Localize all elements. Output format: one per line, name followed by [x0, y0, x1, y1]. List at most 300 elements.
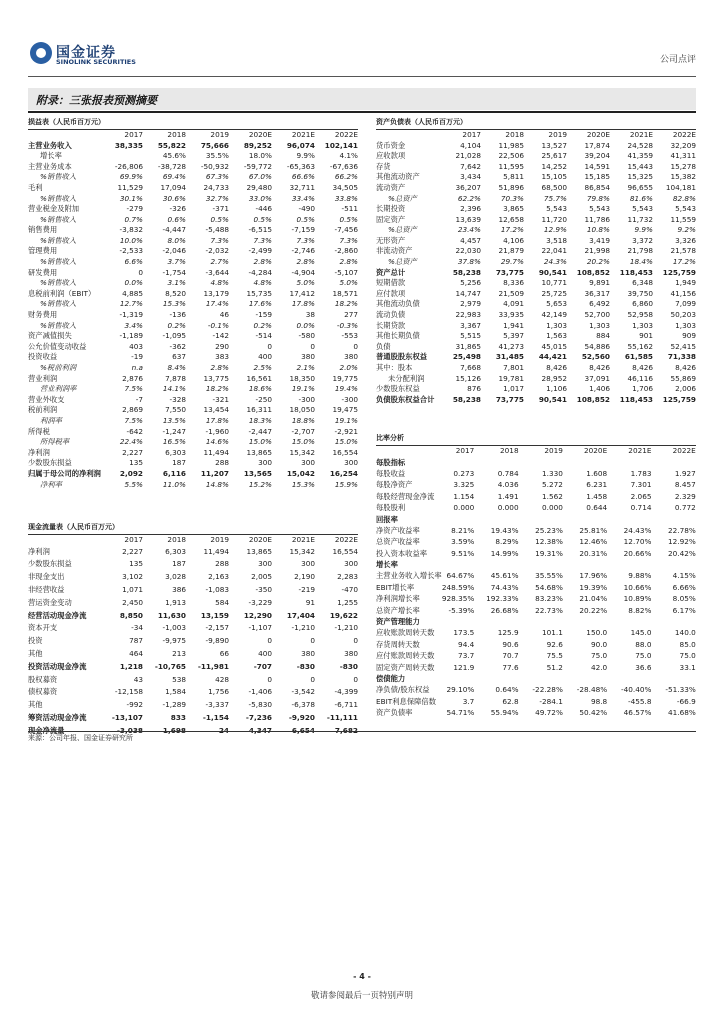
- cashflow-cell: 538: [172, 674, 186, 684]
- balance-cell: 51,896: [498, 182, 524, 192]
- cashflow-row-label: 其他: [28, 700, 43, 710]
- cashflow-cell: 13,865: [246, 546, 272, 556]
- cashflow-cell: -7,236: [245, 712, 272, 722]
- income-cell: 16,554: [332, 447, 358, 457]
- table-bottom-rule: [28, 731, 696, 732]
- income-cell: 13,454: [203, 405, 229, 415]
- ratios-row-label: 每股净资产: [376, 480, 413, 490]
- income-cell: 2.0%: [339, 363, 358, 373]
- balance-row: [376, 215, 696, 226]
- ratios-row-label: 每股收益: [376, 468, 406, 478]
- ratios-cell: -455.8: [627, 696, 652, 706]
- cashflow-cell: 3,028: [165, 572, 186, 582]
- income-cell: 0.5%: [253, 214, 272, 224]
- income-cell: 67.0%: [248, 172, 272, 182]
- balance-cell: 36,317: [584, 288, 610, 298]
- income-cell: 11,494: [203, 447, 229, 457]
- ratios-cell: 1.562: [542, 491, 563, 501]
- income-cell: -2,032: [205, 246, 229, 256]
- balance-row: [376, 151, 696, 162]
- income-cell: 19.1%: [291, 384, 315, 394]
- income-cell: -326: [169, 204, 186, 214]
- income-cell: 0.5%: [296, 214, 315, 224]
- balance-cell: 20.2%: [586, 257, 610, 267]
- balance-row-label: 少数股东权益: [376, 384, 420, 394]
- income-cell: 15.3%: [291, 479, 315, 489]
- page-header: [0, 0, 724, 78]
- balance-cell: 71,338: [667, 352, 696, 362]
- income-cell: -2,533: [119, 246, 143, 256]
- income-cell: 8,520: [165, 288, 186, 298]
- income-cell: 5.0%: [339, 278, 358, 288]
- income-row-label: 归属于母公司的净利润: [28, 468, 101, 478]
- balance-cell: 6,860: [632, 299, 653, 309]
- income-statement-table: [28, 116, 358, 490]
- income-cell: 16,254: [329, 468, 358, 478]
- balance-row-label: 长期贷款: [376, 320, 406, 330]
- balance-row: [376, 363, 696, 374]
- income-cell: 46: [219, 310, 229, 320]
- income-cell: 0: [353, 341, 358, 351]
- ratios-row-label: 每股经营现金净流: [376, 491, 435, 501]
- ratios-row: [376, 559, 696, 570]
- income-cell: 400: [258, 352, 272, 362]
- ratios-cell: 83.23%: [535, 594, 563, 604]
- balance-year-4: 2021E: [629, 130, 653, 139]
- income-row-label: 财务费用: [28, 310, 58, 320]
- ratios-cell: 73.7: [458, 651, 475, 661]
- cashflow-title: 现金流量表（人民币百万元）: [28, 521, 358, 535]
- balance-cell: 81.6%: [629, 193, 653, 203]
- balance-cell: 8,426: [675, 363, 696, 373]
- cashflow-cell: -11,111: [326, 712, 358, 722]
- income-cell: 8.4%: [167, 363, 186, 373]
- balance-cell: 7,801: [503, 363, 524, 373]
- balance-cell: 1,563: [546, 331, 567, 341]
- ratios-cell: 1.458: [586, 491, 608, 501]
- income-cell: -4,447: [162, 225, 186, 235]
- ratios-cell: 49.72%: [535, 708, 563, 718]
- ratios-cell: 92.6: [546, 639, 563, 649]
- ratios-cell: 10.66%: [623, 582, 652, 592]
- income-cell: 2.8%: [339, 257, 358, 267]
- income-title: 损益表（人民币百万元）: [28, 116, 358, 130]
- cashflow-cell: 464: [129, 648, 143, 658]
- balance-sheet-table: [376, 116, 696, 405]
- income-row: [28, 183, 358, 194]
- balance-cell: 12.9%: [543, 225, 567, 235]
- ratios-cell: 45.61%: [490, 571, 519, 581]
- income-row: [28, 162, 358, 173]
- income-row: [28, 374, 358, 385]
- income-cell: -3,644: [205, 267, 229, 277]
- ratios-cell: 2.065: [630, 491, 652, 501]
- balance-title: 资产负债表（人民币百万元）: [376, 116, 696, 130]
- ratios-row-label: 增长率: [376, 560, 398, 570]
- income-cell: 33.0%: [248, 193, 272, 203]
- ratios-cell: 51.2: [546, 662, 563, 672]
- income-cell: 2,092: [119, 468, 143, 478]
- balance-cell: 19,781: [498, 373, 524, 383]
- balance-cell: 21,879: [498, 246, 524, 256]
- income-cell: 13,775: [203, 373, 229, 383]
- cashflow-row: [28, 558, 358, 571]
- header-divider: [28, 76, 696, 77]
- income-cell: 69.4%: [162, 172, 186, 182]
- ratios-cell: 9.88%: [628, 571, 652, 581]
- cashflow-year-3: 2020E: [248, 535, 272, 544]
- balance-cell: 8,336: [503, 278, 524, 288]
- income-cell: 7,550: [165, 405, 186, 415]
- cashflow-cell: -350: [255, 584, 272, 594]
- income-cell: 30.1%: [119, 193, 143, 203]
- income-cell: 10.0%: [119, 235, 143, 245]
- balance-cell: 96,655: [627, 182, 653, 192]
- ratios-cell: 1.608: [586, 468, 608, 478]
- logo-text-en: SINOLINK SECURITIES: [56, 58, 136, 66]
- balance-cell: 1,303: [589, 320, 610, 330]
- income-cell: 29,480: [246, 182, 272, 192]
- income-row: [28, 141, 358, 152]
- ratios-row: [376, 479, 696, 490]
- income-cell: 637: [172, 352, 186, 362]
- balance-cell: 41,311: [670, 151, 696, 161]
- ratios-row: [376, 593, 696, 604]
- income-cell: 300: [301, 458, 315, 468]
- ratios-cell: 1.783: [630, 468, 652, 478]
- ratios-cell: 0.714: [630, 503, 652, 513]
- ratios-row: [376, 457, 696, 468]
- balance-cell: 73,775: [495, 394, 524, 404]
- income-cell: 0: [138, 267, 143, 277]
- ratios-row: [376, 468, 696, 479]
- income-row-label: 所得税: [28, 426, 50, 436]
- income-cell: 2.7%: [210, 257, 229, 267]
- ratios-cell: 14.99%: [490, 548, 519, 558]
- ratios-row: [376, 570, 696, 581]
- income-cell: -4,284: [248, 267, 272, 277]
- balance-cell: 41,359: [627, 151, 653, 161]
- income-cell: 4.1%: [339, 151, 358, 161]
- balance-cell: 3,865: [503, 204, 524, 214]
- cashflow-cell: 16,554: [332, 546, 358, 556]
- ratios-cell: 7.301: [630, 480, 652, 490]
- sinolink-logo-icon: [30, 42, 52, 64]
- income-cell: 2.5%: [253, 363, 272, 373]
- ratios-row: [376, 696, 696, 707]
- balance-cell: 5,397: [503, 331, 524, 341]
- ratios-cell: 25.23%: [535, 525, 563, 535]
- balance-cell: 90,541: [538, 267, 567, 277]
- balance-cell: 1,017: [503, 384, 524, 394]
- income-cell: 3.7%: [167, 257, 186, 267]
- balance-cell: 125,759: [662, 394, 696, 404]
- ratios-year-3: 2020E: [584, 446, 608, 455]
- ratios-cell: 88.0: [635, 639, 652, 649]
- income-cell: 16,311: [246, 405, 272, 415]
- balance-cell: 884: [596, 331, 610, 341]
- income-cell: 69.9%: [119, 172, 143, 182]
- ratios-cell: 0.784: [497, 468, 519, 478]
- income-row: [28, 236, 358, 247]
- income-row: [28, 268, 358, 279]
- balance-row-label: 负债: [376, 341, 391, 351]
- balance-cell: 11,559: [670, 214, 696, 224]
- income-cell: -26,806: [114, 161, 143, 171]
- income-cell: -7,159: [291, 225, 315, 235]
- cashflow-year-5: 2022E: [334, 535, 358, 544]
- income-cell: -59,772: [243, 161, 272, 171]
- balance-row-label: %总资产: [388, 257, 417, 267]
- balance-cell: 3,367: [460, 320, 481, 330]
- ratio-analysis-table: [376, 432, 696, 719]
- balance-cell: 5,653: [546, 299, 567, 309]
- ratios-cell: 41.68%: [667, 708, 696, 718]
- appendix-title-bar: [28, 88, 696, 110]
- income-row-label: 利润率: [40, 415, 62, 425]
- cashflow-row-label: 经营活动现金净流: [28, 610, 87, 620]
- cashflow-row-label: 其他: [28, 648, 43, 658]
- balance-cell: 9.2%: [677, 225, 696, 235]
- ratios-cell: -66.9: [676, 696, 696, 706]
- ratios-row-label: 存货周转天数: [376, 639, 420, 649]
- income-row-label: %销售收入: [40, 193, 77, 203]
- income-cell: 7.3%: [210, 235, 229, 245]
- income-cell: -19: [131, 352, 143, 362]
- cashflow-cell: -10,765: [154, 661, 186, 671]
- balance-cell: 3,434: [460, 172, 481, 182]
- logo-text-cn: 国金证券: [56, 45, 116, 61]
- income-cell: -446: [255, 204, 272, 214]
- ratios-row-label: 每股股利: [376, 503, 406, 513]
- income-cell: 34,505: [332, 182, 358, 192]
- ratios-row: [376, 548, 696, 559]
- cashflow-cell: 584: [215, 597, 229, 607]
- cashflow-cell: 787: [129, 636, 143, 646]
- income-cell: -5,107: [334, 267, 358, 277]
- income-cell: -5,488: [205, 225, 229, 235]
- ratios-cell: 4.036: [497, 480, 519, 490]
- income-row-label: 管理费用: [28, 246, 58, 256]
- balance-cell: 14,591: [584, 161, 610, 171]
- balance-row: [376, 141, 696, 152]
- balance-cell: 52,700: [584, 310, 610, 320]
- cashflow-cell: 11,630: [157, 610, 186, 620]
- balance-year-3: 2020E: [586, 130, 610, 139]
- ratios-cell: 1.330: [542, 468, 563, 478]
- income-year-3: 2020E: [248, 130, 272, 139]
- income-cell: 380: [301, 352, 315, 362]
- income-cell: 0.2%: [167, 320, 186, 330]
- cashflow-cell: -9,920: [288, 712, 315, 722]
- balance-cell: 22,030: [455, 246, 481, 256]
- income-cell: -2,447: [248, 426, 272, 436]
- income-cell: 14.1%: [162, 384, 186, 394]
- cashflow-year-header: [28, 535, 358, 546]
- ratios-year-4: 2021E: [628, 446, 652, 455]
- balance-cell: 5,543: [589, 204, 610, 214]
- balance-cell: 11,595: [498, 161, 524, 171]
- cashflow-cell: -1,083: [205, 584, 229, 594]
- balance-row: [376, 299, 696, 310]
- ratios-cell: 0.772: [674, 503, 696, 513]
- balance-cell: 17,874: [584, 140, 610, 150]
- income-cell: 6,303: [165, 447, 186, 457]
- balance-row: [376, 321, 696, 332]
- balance-cell: 108,852: [576, 267, 610, 277]
- cashflow-row-label: 营运资金变动: [28, 597, 72, 607]
- cashflow-cell: 380: [301, 648, 315, 658]
- income-cell: -1,247: [162, 426, 186, 436]
- balance-cell: 10.8%: [586, 225, 610, 235]
- ratios-cell: 0.000: [497, 503, 519, 513]
- cashflow-cell: -1,003: [162, 623, 186, 633]
- balance-cell: 14,747: [455, 288, 481, 298]
- ratios-cell: 20.22%: [579, 605, 608, 615]
- balance-cell: 22,983: [455, 310, 481, 320]
- balance-cell: 37,091: [584, 373, 610, 383]
- income-row: [28, 289, 358, 300]
- income-year-5: 2022E: [334, 130, 358, 139]
- balance-cell: 25,725: [541, 288, 567, 298]
- income-cell: 18.0%: [248, 151, 272, 161]
- balance-row: [376, 194, 696, 205]
- ratios-cell: 2.329: [674, 491, 696, 501]
- ratios-cell: 75.5: [546, 651, 563, 661]
- income-cell: -3,832: [119, 225, 143, 235]
- ratios-cell: 8.457: [674, 480, 696, 490]
- income-cell: -321: [212, 394, 229, 404]
- income-row-label: 营业税金及附加: [28, 204, 80, 214]
- income-cell: 380: [344, 352, 358, 362]
- income-cell: 300: [258, 458, 272, 468]
- ratios-row-label: 净资产收益率: [376, 525, 420, 535]
- ratios-cell: 1.491: [497, 491, 519, 501]
- balance-cell: 909: [682, 331, 696, 341]
- balance-cell: 54,886: [584, 341, 610, 351]
- balance-cell: 125,759: [662, 267, 696, 277]
- balance-cell: 11,985: [498, 140, 524, 150]
- income-row-label: 主营业务成本: [28, 161, 72, 171]
- ratios-cell: 10.89%: [623, 594, 652, 604]
- balance-year-header: [376, 130, 696, 141]
- ratios-cell: 74.43%: [490, 582, 519, 592]
- income-row-label: 主营业务收入: [28, 140, 72, 150]
- income-cell: 15.0%: [248, 437, 272, 447]
- balance-row-label: 普通股股东权益: [376, 352, 428, 362]
- income-cell: 0.5%: [210, 214, 229, 224]
- income-cell: -38,728: [157, 161, 186, 171]
- ratios-cell: 8.82%: [628, 605, 652, 615]
- income-cell: 24,733: [203, 182, 229, 192]
- ratios-cell: 64.67%: [446, 571, 475, 581]
- income-row-label: 营业外收支: [28, 394, 65, 404]
- cashflow-row: [28, 584, 358, 597]
- ratios-cell: 75.0: [635, 651, 652, 661]
- cashflow-cell: 1,913: [165, 597, 186, 607]
- page-number: - 4 -: [353, 972, 371, 981]
- balance-cell: 21,578: [670, 246, 696, 256]
- balance-row-label: 长期投资: [376, 204, 406, 214]
- ratios-cell: 77.6: [502, 662, 519, 672]
- balance-cell: 5,515: [460, 331, 481, 341]
- income-row: [28, 299, 358, 310]
- income-cell: 15.2%: [248, 479, 272, 489]
- income-cell: 6,116: [162, 468, 186, 478]
- ratios-year-5: 2022E: [672, 446, 696, 455]
- income-row: [28, 215, 358, 226]
- cashflow-cell: 6,303: [165, 546, 186, 556]
- balance-row: [376, 172, 696, 183]
- income-row-label: 营业利润率: [40, 384, 77, 394]
- report-type: 公司点评: [659, 55, 696, 65]
- ratios-cell: -40.40%: [621, 685, 652, 695]
- ratios-cell: 9.51%: [451, 548, 475, 558]
- ratios-cell: 12.70%: [623, 537, 652, 547]
- income-cell: 288: [215, 458, 229, 468]
- income-cell: -490: [298, 204, 315, 214]
- balance-cell: 58,238: [452, 394, 481, 404]
- cashflow-cell: 428: [215, 674, 229, 684]
- balance-cell: 7,668: [460, 363, 481, 373]
- cashflow-cell: 2,283: [337, 572, 358, 582]
- income-cell: 13,565: [243, 468, 272, 478]
- balance-cell: 25,617: [541, 151, 567, 161]
- balance-cell: 11,720: [541, 214, 567, 224]
- cashflow-cell: 1,756: [208, 687, 229, 697]
- cashflow-cell: 11,494: [203, 546, 229, 556]
- cashflow-row: [28, 635, 358, 648]
- balance-cell: 11,732: [627, 214, 653, 224]
- cashflow-cell: 2,190: [294, 572, 315, 582]
- ratios-row: [376, 536, 696, 547]
- ratios-cell: 90.6: [502, 639, 519, 649]
- ratios-cell: 248.59%: [441, 582, 475, 592]
- income-cell: 18,571: [332, 288, 358, 298]
- income-row: [28, 310, 358, 321]
- ratios-year-2: 2019: [544, 446, 563, 455]
- income-cell: -511: [341, 204, 358, 214]
- balance-cell: 5,543: [632, 204, 653, 214]
- ratios-cell: 26.68%: [490, 605, 519, 615]
- ratios-cell: 0.000: [542, 503, 563, 513]
- balance-cell: 24.3%: [543, 257, 567, 267]
- income-cell: 7.5%: [124, 384, 143, 394]
- cashflow-row: [28, 610, 358, 623]
- ratios-row: [376, 582, 696, 593]
- ratios-year-header: [376, 446, 696, 457]
- balance-cell: 22,506: [498, 151, 524, 161]
- ratios-cell: 54.68%: [535, 582, 563, 592]
- income-row-label: %销售收入: [40, 235, 77, 245]
- income-cell: 17.4%: [205, 299, 229, 309]
- income-cell: 0.0%: [296, 320, 315, 330]
- cashflow-cell: 833: [170, 712, 186, 722]
- income-cell: 75,666: [200, 140, 229, 150]
- cashflow-cell: -5,830: [248, 700, 272, 710]
- cashflow-cell: 288: [215, 559, 229, 569]
- cashflow-cell: 187: [172, 559, 186, 569]
- income-cell: 67.3%: [205, 172, 229, 182]
- balance-cell: 50,203: [670, 310, 696, 320]
- ratios-row: [376, 684, 696, 695]
- ratios-cell: 19.39%: [579, 582, 608, 592]
- balance-cell: 55,162: [627, 341, 653, 351]
- income-cell: 55,822: [157, 140, 186, 150]
- income-cell: 16.5%: [162, 437, 186, 447]
- income-row: [28, 480, 358, 491]
- income-cell: 300: [344, 458, 358, 468]
